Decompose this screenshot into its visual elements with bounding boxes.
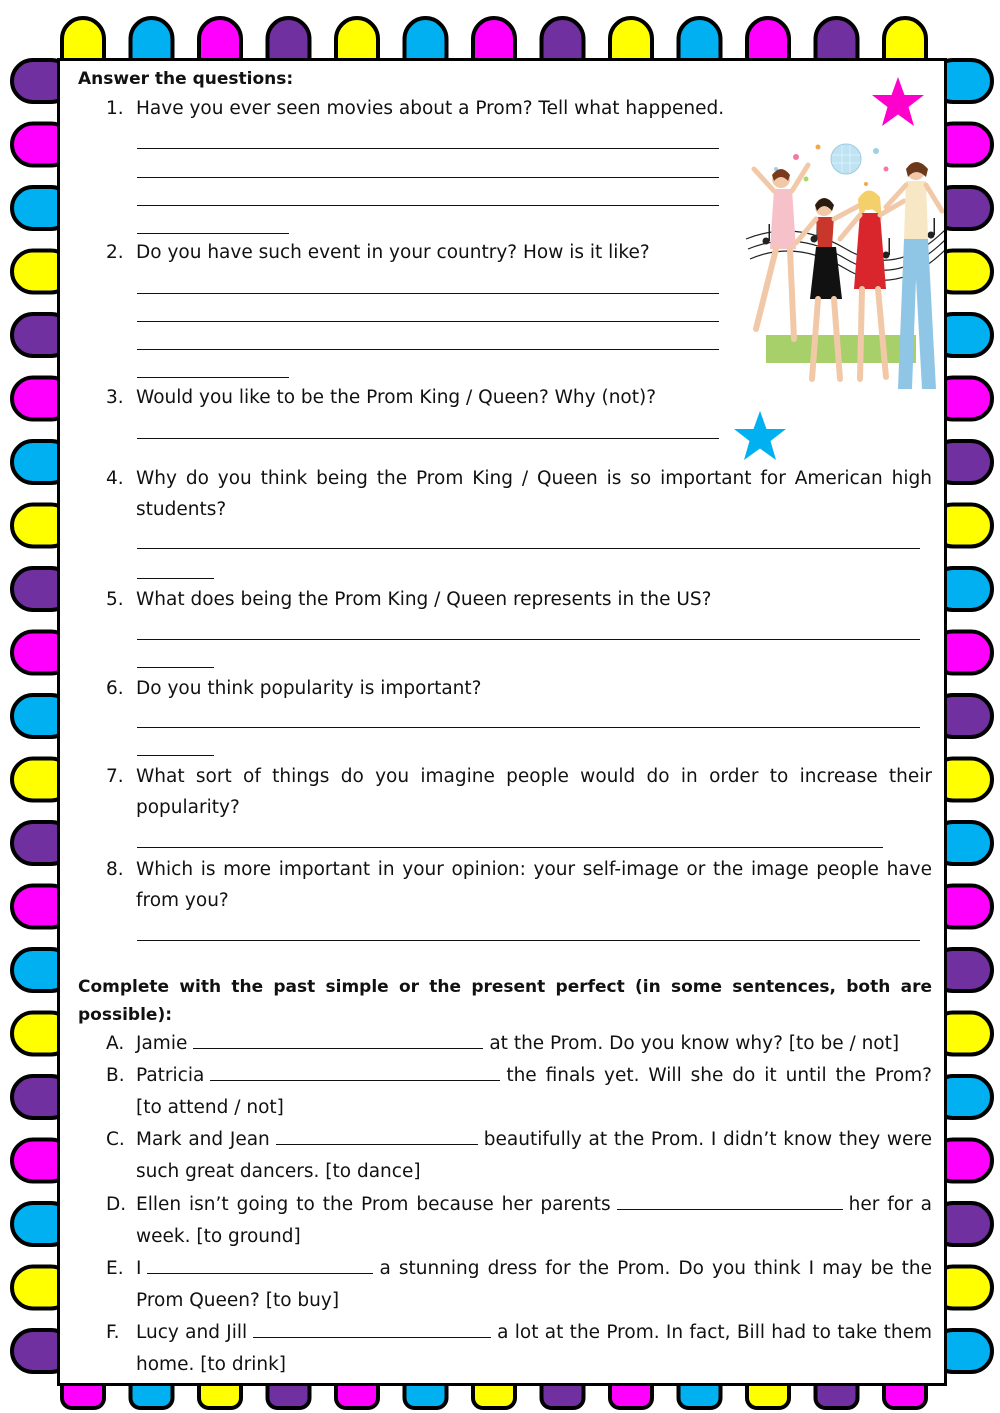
question-number: 3. — [106, 387, 124, 408]
sentence-letter: D. — [106, 1194, 127, 1215]
answer-line[interactable] — [137, 548, 920, 549]
question-5 — [106, 584, 932, 615]
question-8 — [106, 854, 932, 916]
question-text: Do you think popularity is important? — [136, 678, 482, 699]
question-text: Which is more important in your opinion: your self-image or the image people have from you? — [136, 859, 932, 911]
sentence-letter: E. — [106, 1258, 124, 1279]
answer-line[interactable] — [137, 727, 920, 728]
question-number: 5. — [106, 589, 124, 610]
question-text: Do you have such event in your country? How is it like? — [136, 242, 650, 263]
answer-line[interactable] — [137, 293, 719, 294]
star-shape — [734, 411, 786, 460]
sentence-text-after: the finals yet. Will she do it until the Prom? [to attend / not] — [136, 1065, 932, 1118]
question-number: 7. — [106, 766, 124, 787]
worksheet-page — [57, 58, 947, 1386]
sentence-text-after: a lot at the Prom. In fact, Bill had to take them home. [to drink] — [136, 1322, 932, 1375]
sentence-text-before: Jamie — [136, 1033, 188, 1054]
question-4 — [106, 463, 932, 525]
sentence-text-before: Patricia — [136, 1065, 205, 1086]
question-number: 6. — [106, 678, 124, 699]
cyan-star-icon — [732, 409, 788, 463]
sentence-letter: A. — [106, 1033, 125, 1054]
sentence-text-before: I — [136, 1258, 142, 1279]
sentence-text-before: Mark and Jean — [136, 1129, 270, 1150]
answer-line[interactable] — [137, 667, 214, 668]
question-text: Would you like to be the Prom King / Queen? Why (not)? — [136, 387, 657, 408]
answer-line[interactable] — [137, 233, 289, 234]
sentence-text-after: a stunning dress for the Prom. Do you think I may be the Prom Queen? [to buy] — [136, 1258, 932, 1311]
question-1 — [106, 93, 932, 124]
disco-ball — [831, 144, 861, 174]
sentence-letter: C. — [106, 1129, 125, 1150]
answer-line[interactable] — [137, 205, 719, 206]
fill-in-blank[interactable] — [147, 1255, 373, 1274]
star-shape — [872, 77, 924, 126]
sentence-letter: F. — [106, 1322, 120, 1343]
fill-in-blank[interactable] — [276, 1126, 478, 1145]
sentence-a — [106, 1028, 932, 1060]
sentence-d — [106, 1189, 932, 1253]
fill-in-blank[interactable] — [617, 1191, 843, 1210]
sentence-text-after: her for a week. [to ground] — [136, 1194, 933, 1247]
sentence-f — [106, 1317, 932, 1381]
fill-in-blank[interactable] — [253, 1319, 491, 1338]
answer-line[interactable] — [137, 940, 920, 941]
question-number: 2. — [106, 242, 124, 263]
question-text: What does being the Prom King / Queen represents in the US? — [136, 589, 712, 610]
question-number: 8. — [106, 859, 124, 880]
sentence-b — [106, 1060, 932, 1124]
answer-line[interactable] — [137, 148, 719, 149]
section1-heading: Answer the questions: — [78, 69, 294, 89]
sentence-e — [106, 1253, 932, 1317]
question-text: Have you ever seen movies about a Prom? Tell what happened. — [136, 98, 725, 119]
sentence-text-before: Ellen isn’t going to the Prom because her parents — [136, 1194, 611, 1215]
question-number: 4. — [106, 468, 124, 489]
question-7 — [106, 761, 932, 823]
answer-line[interactable] — [137, 438, 719, 439]
sentence-text-after: at the Prom. Do you know why? [to be / not] — [489, 1033, 900, 1054]
magenta-star-icon — [870, 75, 926, 129]
answer-line[interactable] — [137, 377, 289, 378]
fill-in-blank[interactable] — [193, 1030, 483, 1049]
answer-line[interactable] — [137, 639, 920, 640]
sentence-c — [106, 1124, 932, 1188]
question-number: 1. — [106, 98, 124, 119]
confetti — [774, 145, 889, 187]
sentence-text-after: beautifully at the Prom. I didn’t know they were such great dancers. [to dance] — [136, 1129, 932, 1182]
answer-line[interactable] — [137, 349, 719, 350]
fill-in-blank[interactable] — [210, 1062, 500, 1081]
sentence-letter: B. — [106, 1065, 125, 1086]
sentence-text-before: Lucy and Jill — [136, 1322, 248, 1343]
question-text: What sort of things do you imagine people would do in order to increase their popularity? — [136, 766, 932, 818]
answer-line[interactable] — [137, 321, 719, 322]
section2-heading: Complete with the past simple or the present perfect (in some sentences, both are possible): — [78, 977, 932, 1025]
question-6 — [106, 673, 932, 704]
question-text: Why do you think being the Prom King / Queen is so important for American high students? — [136, 468, 932, 520]
answer-line[interactable] — [137, 578, 214, 579]
answer-line[interactable] — [137, 847, 883, 848]
dancing-girls-illustration — [736, 139, 947, 399]
answer-line[interactable] — [137, 177, 719, 178]
answer-line[interactable] — [137, 755, 214, 756]
